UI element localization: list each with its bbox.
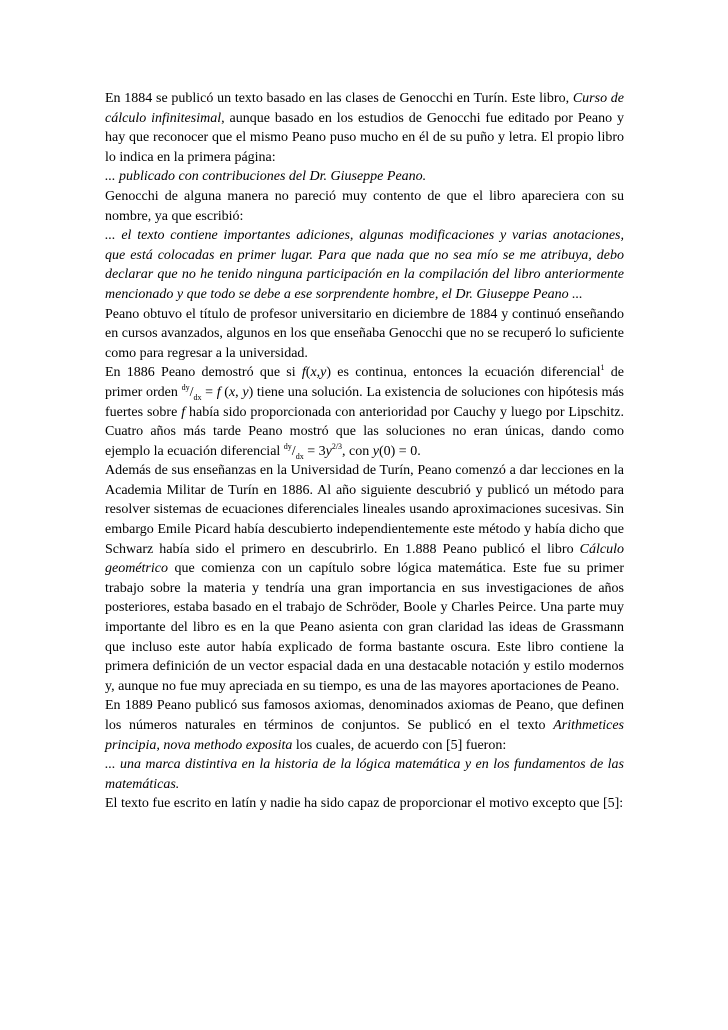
fraction-dy-dx bbox=[181, 382, 202, 402]
text-run: (0) = 0. bbox=[378, 443, 421, 459]
math-punct: ) bbox=[326, 365, 332, 381]
paragraph-5 bbox=[105, 461, 624, 696]
document-page bbox=[105, 89, 624, 814]
text-run: Además de sus enseñanzas en la Universidad de Turín, Peano comenzó a dar lecciones en la Academia Militar de Turín en 1886. Al año siguiente descubrió y publicó un método para resolver sistemas de ecuaciones diferenciales lineales usando aproximaciones sucesivas. Sin embargo Emile Picard había descubierto independientemente este método y había dicho que Schwarz había sido el primero en descubrirlo. En 1.888 Peano publicó el libro bbox=[105, 463, 624, 557]
math-var: f bbox=[301, 365, 306, 381]
exponent: 2/3 bbox=[331, 441, 343, 451]
text-run: = bbox=[201, 384, 217, 400]
paragraph-7: El texto fue escrito en latín y nadie ha sido capaz de proporcionar el motivo excepto que [5]: bbox=[105, 796, 624, 812]
paragraph-2: Genocchi de alguna manera no pareció muy contento de que el libro apareciera con su nombre, ya que escribió: bbox=[105, 188, 624, 224]
fraction-numerator: dy bbox=[181, 382, 190, 392]
quote-1: ... publicado con contribuciones del Dr. Giuseppe Peano. bbox=[105, 169, 427, 185]
fraction-slash: / bbox=[189, 384, 194, 400]
text-run: los cuales, de acuerdo con [5] fueron: bbox=[292, 737, 507, 753]
text-run: , bbox=[235, 384, 243, 400]
text-run: = 3 bbox=[303, 443, 326, 459]
math-var: y bbox=[372, 443, 379, 459]
text-run: ) tiene una solución. La existencia de soluciones con hipótesis más fuertes sobre bbox=[105, 384, 624, 420]
text-run: , aunque basado en los estudios de Genocchi fue editado por Peano y hay que reconocer que el mismo Peano puso mucho en él de su puño y letra. El propio libro lo indica en la primera página: bbox=[105, 110, 624, 165]
math-var: f bbox=[216, 384, 221, 400]
text-run: de primer orden bbox=[105, 365, 625, 400]
math-var: y bbox=[325, 443, 332, 459]
book-title: Cálculo geométrico bbox=[105, 541, 624, 577]
paragraph-1 bbox=[105, 89, 624, 167]
fraction-dy-dx-2 bbox=[283, 441, 304, 461]
quote-3: ... una marca distintiva en la historia de la lógica matemática y en los fundamentos de las matemáticas. bbox=[105, 757, 624, 792]
footnote-marker[interactable]: 1 bbox=[600, 363, 605, 373]
text-run: , con bbox=[342, 443, 373, 459]
fraction-denominator: dx bbox=[193, 392, 202, 402]
paragraph-3: Peano obtuvo el título de profesor universitario en diciembre de 1884 y continuó enseñando en cursos avanzados, algunos en los que enseñaba Genocchi que no se recuperó lo suficiente como para regresar a la universidad. bbox=[105, 306, 624, 361]
math-var: f bbox=[181, 404, 186, 420]
fraction-numerator: dy bbox=[283, 441, 292, 451]
paragraph-4 bbox=[105, 363, 624, 461]
math-punct: ( bbox=[305, 365, 311, 381]
text-run: ( bbox=[220, 384, 229, 400]
fraction-slash: / bbox=[291, 443, 296, 459]
math-var: x bbox=[228, 384, 236, 400]
math-var: x bbox=[310, 365, 317, 381]
fraction-denominator: dx bbox=[295, 451, 304, 461]
text-run: había sido proporcionada con anterioridad por Cauchy y luego por Lipschitz. Cuatro años más tarde Peano mostró que las soluciones no eran únicas, dando como ejemplo la ecuación diferencial bbox=[105, 404, 625, 459]
book-title: Arithmetices principia, nova methodo exposita bbox=[105, 718, 624, 753]
quote-2: ... el texto contiene importantes adiciones, algunas modificaciones y varias anotaciones, que está colocadas en primer lugar. Para que nada que no sea mío se me atribuya, debo declarar que no he tenido ninguna participación en la compilación del libro anteriormente mencionado y que todo se debe a ese sorprendente hombre, el Dr. Giuseppe Peano ... bbox=[105, 228, 624, 302]
paragraph-6 bbox=[105, 696, 624, 755]
text-run: es continua, entonces la ecuación diferencial bbox=[331, 365, 601, 381]
book-title: Curso de cálculo infinitesimal bbox=[105, 91, 624, 126]
math-var: y bbox=[242, 384, 249, 400]
text-run: En 1889 Peano publicó sus famosos axiomas, denominados axiomas de Peano, que definen los números naturales en términos de conjuntos. Se publicó en el texto bbox=[105, 698, 624, 733]
text-run: que comienza con un capítulo sobre lógica matemática. Este fue su primer trabajo sobre la materia y tendría una gran importancia en sus investigaciones de años posteriores, estaba basado en el trabajo de Schröder, Boole y Charles Peirce. Una parte muy importante del libro es en la que Peano asienta con gran claridad las ideas de Grassmann que incluso este autor había explicado de forma bastante oscura. Este libro contiene la primera definición de un vector espacial dada en una destacable notación y estilo modernos y, aunque no fue muy apreciada en su tiempo, es una de las mayores aportaciones de Peano. bbox=[105, 561, 624, 694]
text-run: En 1886 Peano demostró que si bbox=[105, 365, 302, 381]
text-run: En 1884 se publicó un texto basado en las clases de Genocchi en Turín. Este libro, bbox=[105, 91, 573, 106]
math-var: y bbox=[320, 365, 327, 381]
math-punct: , bbox=[316, 365, 321, 381]
